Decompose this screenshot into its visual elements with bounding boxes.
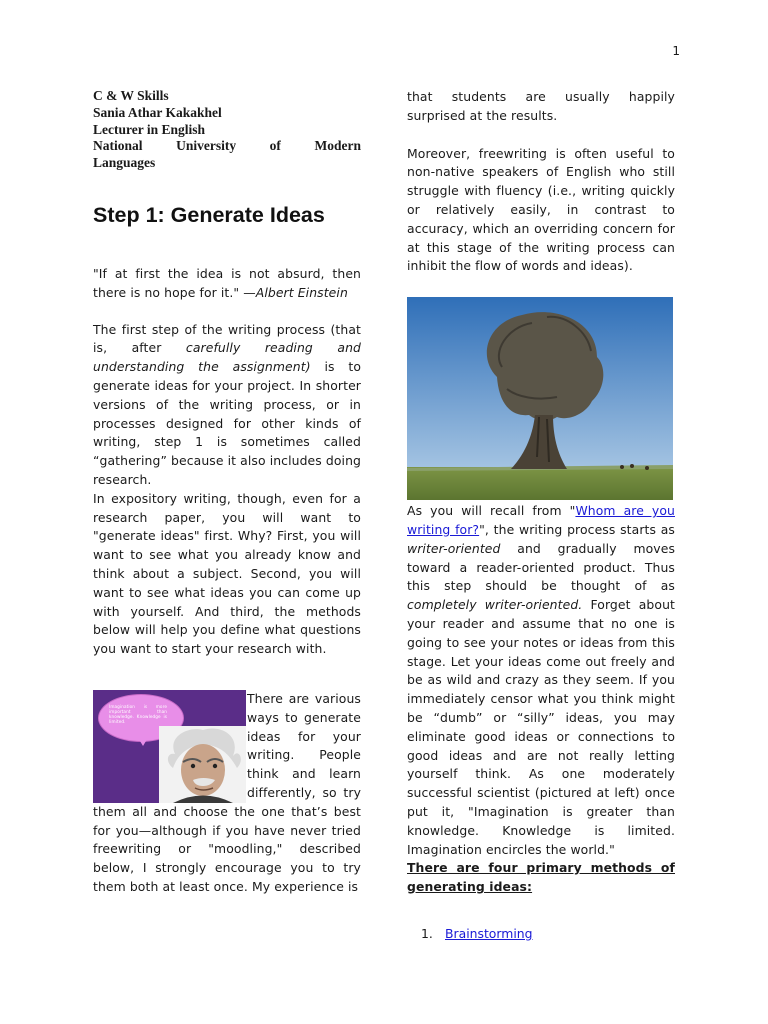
paragraph-expository: In expository writing, though, even for a research paper, you will want to "generate ideas" first. Why? First, you will want to see what you already know and think about a subject. Second, you will want to see what ideas you can come up with yourself. And third, the methods below will help you define what questions you want to start your research with.: [93, 490, 361, 657]
list-item: [407, 925, 675, 943]
speech-bubble-text: Imagination is more important than knowledge. Knowledge is limited.: [109, 703, 167, 724]
einstein-face-icon: [159, 726, 246, 803]
einstein-image: [93, 690, 246, 803]
tree-head-image: [407, 297, 673, 500]
methods-heading: There are four primary methods of generating ideas:: [407, 860, 675, 895]
list-number: 1.: [421, 925, 433, 941]
paragraph-continued: that students are usually happily surprised at the results.: [407, 89, 675, 123]
author-block: [93, 88, 361, 172]
para1-before: The first step of the writing process (that is, after: [93, 321, 361, 356]
left-column: [93, 88, 361, 897]
author-title: Lecturer in English: [93, 121, 206, 137]
author-institution-cont: Languages: [93, 155, 156, 171]
recall-italic2: completely writer-oriented.: [407, 597, 583, 613]
recall-italic1: writer-oriented: [407, 540, 501, 556]
recall-before: As you will recall from ": [407, 503, 576, 519]
para3-text: There are various ways to generate ideas for your writing. People think and learn differently, so try them all and choose the one that’s best for you—although if you have never tried freewriting or "moodling," described below, I strongly encourage you to try them both at least once. My experience is: [93, 690, 361, 894]
para1-after: is to generate ideas for your project. In shorter versions of the writing process, or in processes designed for other kinds of writing, step 1 is sometimes called “gathering” because it also includes doing research.: [93, 359, 361, 487]
author-course: C & W Skills: [93, 88, 169, 103]
quote-text: "If at first the idea is not absurd, then there is no hope for it.": [93, 265, 361, 300]
paragraph-first-step: [93, 321, 361, 490]
author-institution: National University of Modern: [93, 138, 361, 154]
einstein-quote: [93, 265, 361, 303]
recall-mid2: and gradually moves toward a reader-oriented product. Thus this step should be thought of as: [407, 540, 676, 594]
recall-mid1: ", the writing process starts as: [479, 521, 675, 537]
para1-italic: carefully reading and understanding the assignment): [93, 340, 361, 375]
whom-are-you-writing-for-link[interactable]: Whom are you writing for?: [407, 503, 675, 537]
speech-bubble-tail: [137, 736, 149, 746]
paragraph-moreover: Moreover, freewriting is often useful to non-native speakers of English who still struggle with fluency (i.e., writing quickly or relatively easily, in contrast to accuracy, which an overriding concern for at this stage of the writing process can inhibit the flow of words and ideas).: [407, 145, 675, 274]
tree-head-icon: [407, 297, 673, 500]
recall-after: Forget about your reader and assume that no one is going to see your notes or ideas from this stage. Let your ideas come out freely and be as wild and crazy as they seem. If you immediately censor what you think might be “dumb” or “silly” ideas, you may eliminate good ideas or connections to good ideas and are not really letting yourself think. As one moderately successful scientist (pictured at left) once put it, "Imagination is greater than knowledge. Knowledge is limited. Imagination encircles the world.": [407, 597, 675, 857]
paragraph-various-ways: [93, 690, 361, 897]
author-name: Sania Athar Kakakhel: [93, 104, 222, 120]
einstein-portrait: [159, 726, 246, 803]
right-column: [407, 88, 675, 943]
paragraph-recall: [407, 502, 675, 859]
quote-attribution: —Albert Einstein: [243, 284, 348, 300]
brainstorming-link[interactable]: Brainstorming: [445, 925, 533, 941]
page-number: 1: [672, 44, 680, 58]
page-title: Step 1: Generate Ideas: [93, 202, 325, 227]
